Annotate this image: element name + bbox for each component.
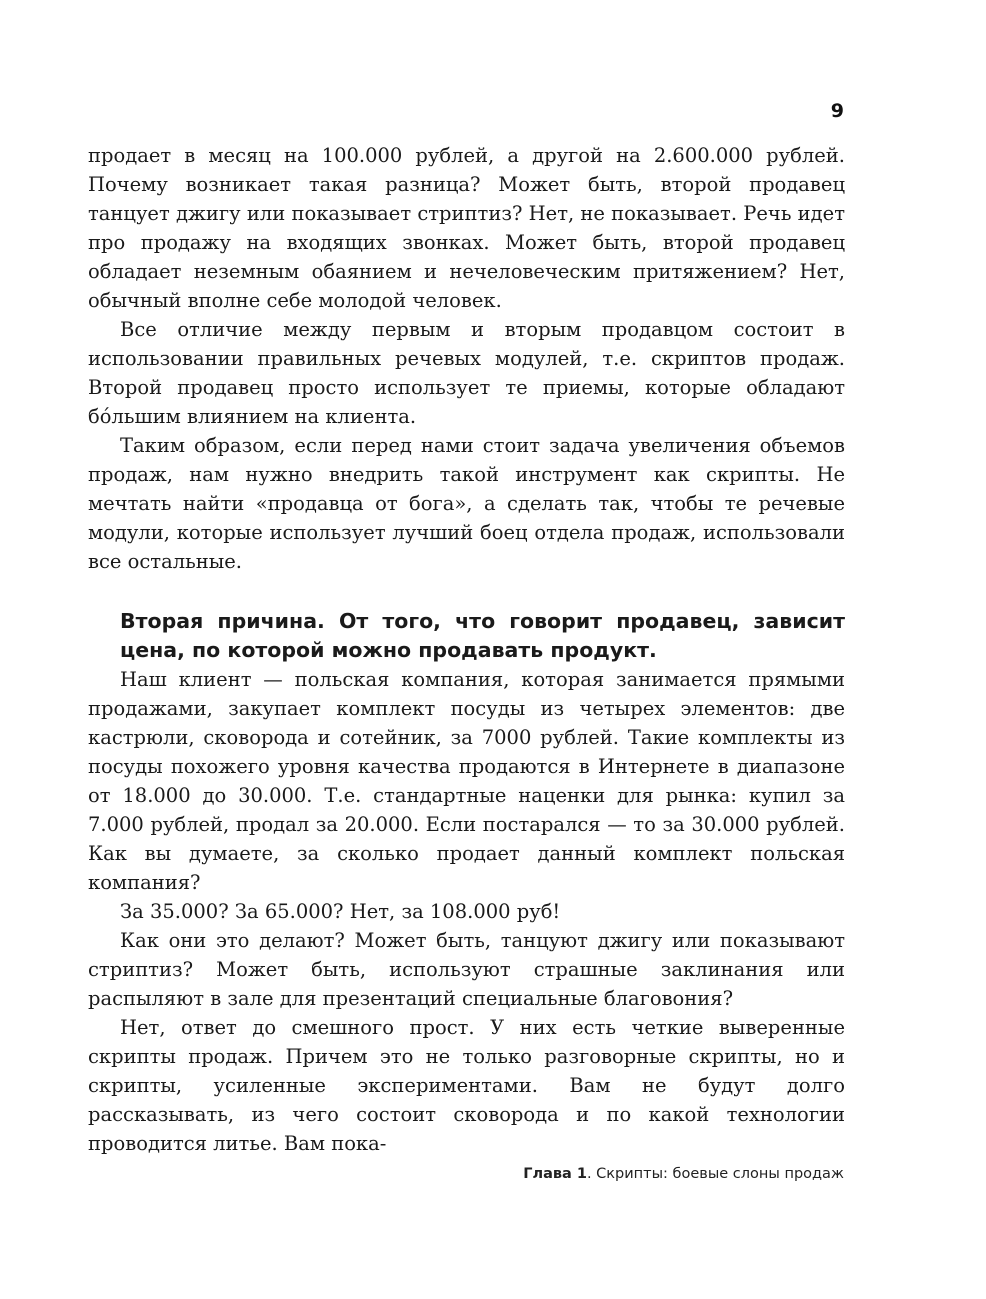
paragraph-4: Наш клиент — польская компания, которая занимается прямыми продажами, закупает комплект посуды из четырех элементов: две кастрюли, сковорода и сотейник, за 7000 рублей. Такие комплекты из посуды похожего уровня качества продаются в Интернете в диапазоне от 18.000 до 30.000. Т.е. стандартные наценки для рынка: купил за 7.000 рублей, продал за 20.000. Если постарался — то за 30.000 рублей. Как вы думаете, за сколько продает данный комплект польская компания? [88, 668, 845, 894]
page-body [88, 141, 845, 1158]
paragraph-7: Нет, ответ до смешного прост. У них есть четкие выверенные скрипты продаж. Причем это не только разговорные скрипты, но и скрипты, усиленные экспериментами. Вам не будут долго рассказывать, из чего состоит сковорода и по какой технологии проводится литье. Вам пока- [88, 1016, 845, 1155]
section-heading: Вторая причина. От того, что говорит продавец, зависит цена, по которой можно продавать продукт. [120, 609, 845, 662]
chapter-label: Глава 1 [523, 1166, 587, 1182]
paragraph-5: За 35.000? За 65.000? Нет, за 108.000 руб! [120, 900, 561, 923]
chapter-title: . Скрипты: боевые слоны продаж [586, 1166, 844, 1182]
running-footer [523, 1164, 844, 1184]
paragraph-3: Таким образом, если перед нами стоит задача увеличения объемов продаж, нам нужно внедрить такой инструмент как скрипты. Не мечтать найти «продавца от бога», а сделать так, чтобы те речевые модули, которые использует лучший боец отдела продаж, использовали все остальные. [88, 434, 845, 573]
paragraph-1: продает в месяц на 100.000 рублей, а другой на 2.600.000 рублей. Почему возникает такая разница? Может быть, второй продавец танцует джигу или показывает стриптиз? Нет, не показывает. Речь идет про продажу на входящих звонках. Может быть, второй продавец обладает неземным обаянием и нечеловеческим притяжением? Нет, обычный вполне себе молодой человек. [88, 144, 845, 312]
paragraph-2: Все отличие между первым и вторым продавцом состоит в использовании правильных речевых модулей, т.е. скриптов продаж. Второй продавец просто использует те приемы, которые обладают бóльшим влиянием на клиента. [88, 318, 845, 428]
paragraph-6: Как они это делают? Может быть, танцуют джигу или показывают стриптиз? Может быть, используют страшные заклинания или распыляют в зале для презентаций специальные благовония? [88, 929, 845, 1010]
page-number: 9 [830, 100, 844, 122]
